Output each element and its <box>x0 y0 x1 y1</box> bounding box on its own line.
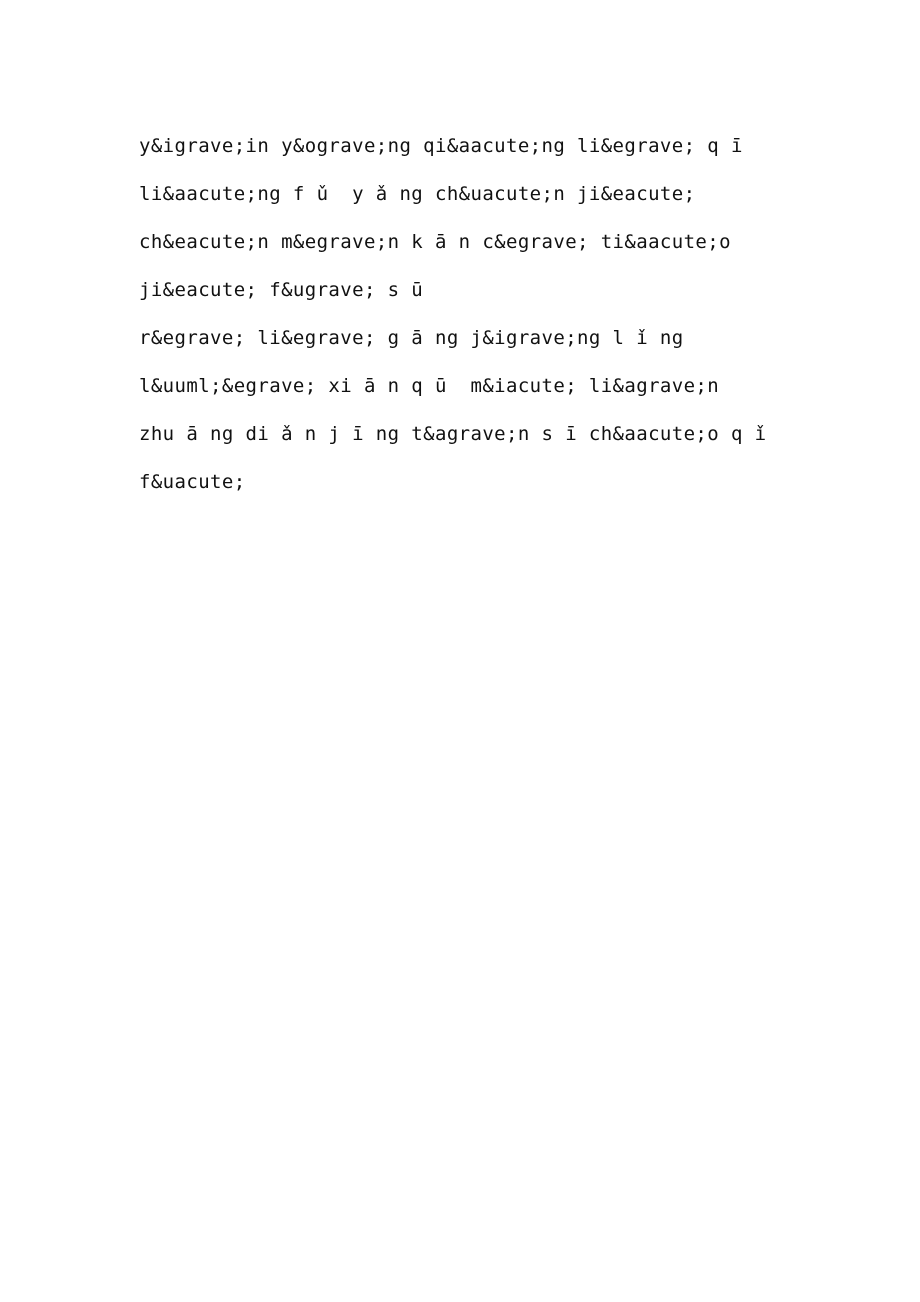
text-line-7: zhu ā ng di ǎ n j ī ng t&agrave;n s ī ch&aacute;o q ǐ <box>139 423 767 445</box>
pinyin-text-block <box>139 122 819 506</box>
text-line-6: l&uuml;&egrave; xi ā n q ū m&iacute; li&agrave;n <box>139 375 720 397</box>
text-line-1: y&igrave;in y&ograve;ng qi&aacute;ng li&egrave; q ī <box>139 135 743 157</box>
text-line-4: ji&eacute; f&ugrave; s ū <box>139 279 424 301</box>
text-line-3: ch&eacute;n m&egrave;n k ā n c&egrave; ti&aacute;o <box>139 231 731 253</box>
text-line-5: r&egrave; li&egrave; g ā ng j&igrave;ng l ǐ ng <box>139 327 684 349</box>
text-line-2: li&aacute;ng f ǔ y ǎ ng ch&uacute;n ji&eacute; <box>139 183 696 205</box>
text-line-8: f&uacute; <box>139 471 246 493</box>
